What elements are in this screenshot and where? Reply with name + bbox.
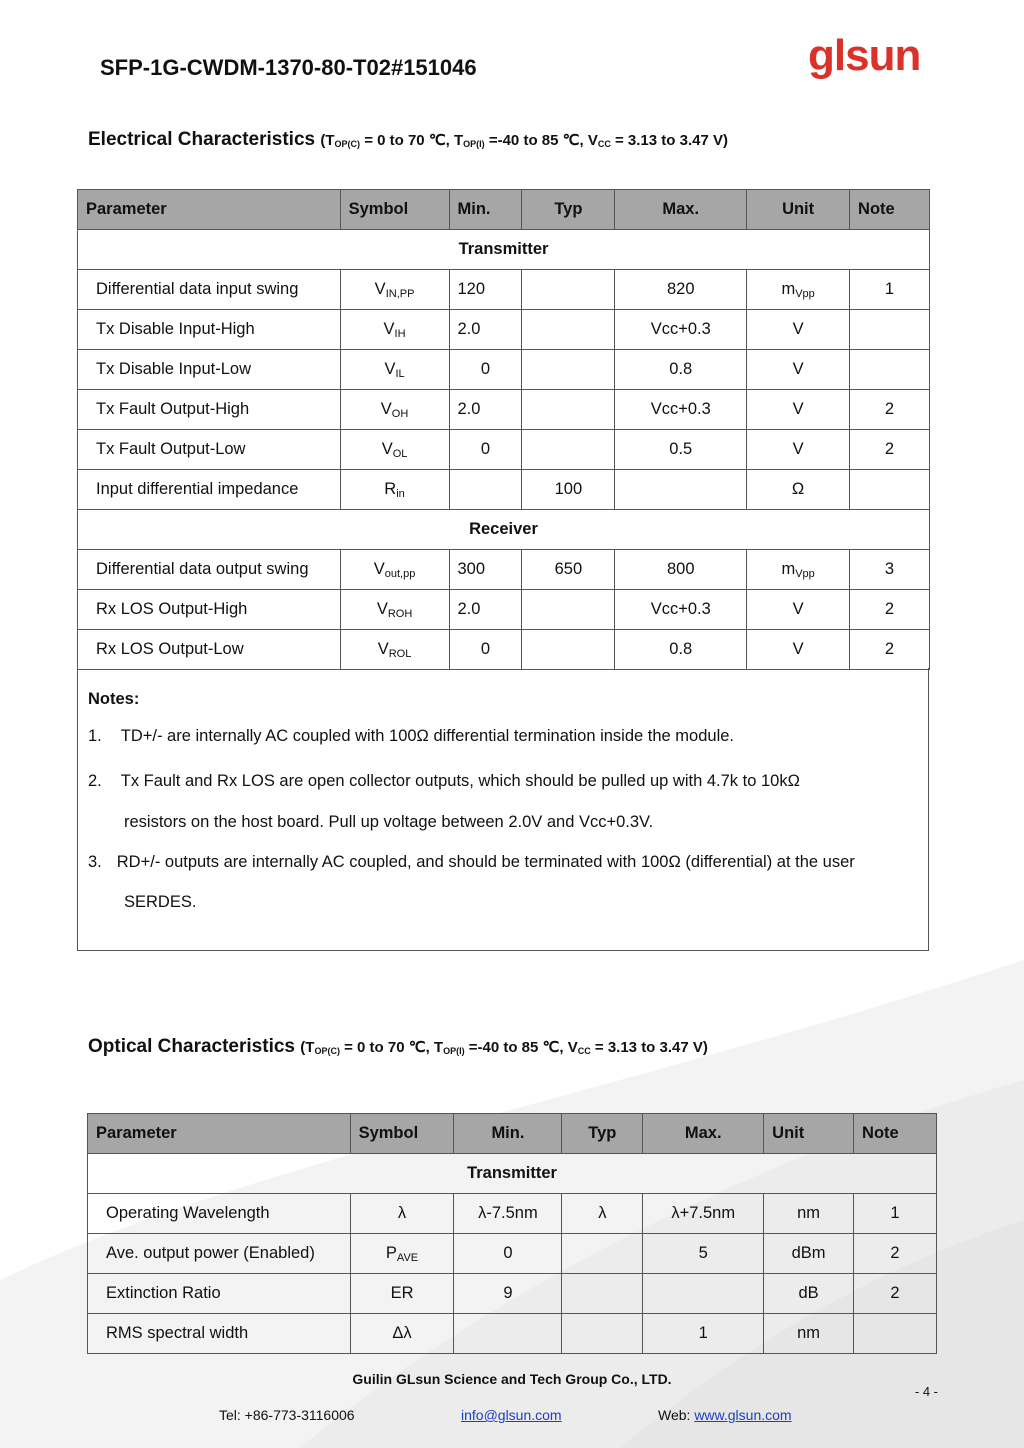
cell-parameter: Rx LOS Output-Low (78, 630, 341, 670)
svg-text:glsun: glsun (808, 31, 921, 80)
cell-typ (522, 430, 615, 470)
cell-min (449, 470, 522, 510)
footer-company: Guilin GLsun Science and Tech Group Co., LTD. (352, 1371, 672, 1387)
table-row (78, 630, 930, 670)
table-row (78, 550, 930, 590)
footer-web-link[interactable]: www.glsun.com (694, 1407, 792, 1423)
cell-unit: V (747, 590, 850, 630)
cell-unit: $m_{Vpp}$ (747, 270, 850, 310)
footer-email-link[interactable]: info@glsun.com (461, 1407, 562, 1423)
cell-note (850, 310, 930, 350)
electrical-rx-rows (78, 550, 930, 670)
cell-symbol: $P_{AVE}$ (350, 1234, 454, 1274)
footer-tel: Tel: +86-773-3116006 (219, 1407, 355, 1423)
cell-unit: nm (764, 1194, 854, 1234)
cell-typ: λ (562, 1194, 643, 1234)
note-2-cont: resistors on the host board. Pull up voltage between 2.0V and Vcc+0.3V. (124, 813, 654, 831)
cell-note (850, 470, 930, 510)
header-symbol: Symbol (350, 1114, 454, 1154)
page-number: - 4 - (914, 1384, 938, 1399)
cell-max: 800 (615, 550, 747, 590)
cell-note: 2 (850, 630, 930, 670)
table-row (88, 1234, 937, 1274)
cell-typ (562, 1234, 643, 1274)
cell-min (454, 1314, 562, 1354)
electrical-conditions: ($T_{OP(C)} = 0$ to 70 ℃, $T_{OP(I)} =-40$ to 85 ℃, $V_{CC} = 3.13$ to 3.47 V) (320, 132, 728, 149)
cell-parameter: Input differential impedance (78, 470, 341, 510)
cell-parameter: Differential data output swing (78, 550, 341, 590)
header-unit: Unit (764, 1114, 854, 1154)
cell-unit: V (747, 630, 850, 670)
cell-typ (522, 310, 615, 350)
cell-symbol: $V_{OH}$ (340, 390, 449, 430)
header-unit: Unit (747, 190, 850, 230)
cell-max (615, 470, 747, 510)
electrical-section-title (88, 129, 728, 151)
cell-note: 2 (850, 390, 930, 430)
header-min: Min. (449, 190, 522, 230)
cell-symbol: λ (350, 1194, 454, 1234)
section-transmitter: Transmitter (88, 1154, 937, 1194)
cell-note: 3 (850, 550, 930, 590)
table-row (78, 590, 930, 630)
cell-unit: V (747, 390, 850, 430)
cell-max: Vcc+0.3 (615, 310, 747, 350)
cell-parameter: Rx LOS Output-High (78, 590, 341, 630)
cell-parameter: Tx Disable Input-Low (78, 350, 341, 390)
note-2: 2. Tx Fault and Rx LOS are open collector outputs, which should be pulled up with 4.7k to 10kΩ (88, 772, 800, 790)
cell-min: 2.0 (449, 390, 522, 430)
header-typ: Typ (562, 1114, 643, 1154)
cell-typ (562, 1314, 643, 1354)
cell-typ: 650 (522, 550, 615, 590)
header-symbol: Symbol (340, 190, 449, 230)
note-3: 3. RD+/- outputs are internally AC coupled, and should be terminated with 100Ω (differential) at the user (88, 853, 855, 871)
cell-symbol: $V_{ROH}$ (340, 590, 449, 630)
cell-unit: nm (764, 1314, 854, 1354)
header-parameter: Parameter (78, 190, 341, 230)
electrical-tx-rows (78, 270, 930, 510)
cell-max: Vcc+0.3 (615, 390, 747, 430)
cell-typ (522, 630, 615, 670)
cell-min: 0 (449, 430, 522, 470)
optical-table (87, 1113, 937, 1354)
cell-parameter: Tx Fault Output-High (78, 390, 341, 430)
cell-min: 120 (449, 270, 522, 310)
cell-min: λ-7.5nm (454, 1194, 562, 1234)
cell-parameter: Operating Wavelength (88, 1194, 351, 1234)
table-row (88, 1274, 937, 1314)
cell-typ (522, 390, 615, 430)
cell-symbol: $V_{IN,PP}$ (340, 270, 449, 310)
cell-parameter: Differential data input swing (78, 270, 341, 310)
cell-note (854, 1314, 937, 1354)
electrical-table (77, 189, 930, 670)
cell-symbol: $V_{IH}$ (340, 310, 449, 350)
header-max: Max. (615, 190, 747, 230)
optical-conditions: ($T_{OP(C)} = 0$ to 70 ℃, $T_{OP(I)} =-40$ to 85 ℃, $V_{CC} = 3.13$ to 3.47 V) (300, 1039, 708, 1056)
cell-max: 0.8 (615, 630, 747, 670)
cell-note: 2 (854, 1234, 937, 1274)
cell-symbol: $V_{OL}$ (340, 430, 449, 470)
header-note: Note (850, 190, 930, 230)
note-1: 1. TD+/- are internally AC coupled with 100Ω differential termination inside the module. (88, 727, 734, 745)
cell-parameter: Tx Disable Input-High (78, 310, 341, 350)
cell-min: 300 (449, 550, 522, 590)
header-min: Min. (454, 1114, 562, 1154)
header-typ: Typ (522, 190, 615, 230)
cell-typ: 100 (522, 470, 615, 510)
cell-symbol: $V_{ROL}$ (340, 630, 449, 670)
glsun-logo (806, 30, 936, 82)
cell-unit: V (747, 350, 850, 390)
table-row (78, 430, 930, 470)
cell-min: 0 (449, 630, 522, 670)
header-note: Note (854, 1114, 937, 1154)
header-max: Max. (643, 1114, 764, 1154)
notes-box (77, 668, 929, 951)
table-row (78, 270, 930, 310)
cell-max: λ+7.5nm (643, 1194, 764, 1234)
section-receiver: Receiver (78, 510, 930, 550)
cell-parameter: Extinction Ratio (88, 1274, 351, 1314)
notes-heading: Notes: (88, 690, 140, 708)
cell-parameter: RMS spectral width (88, 1314, 351, 1354)
cell-symbol: $V_{out,pp}$ (340, 550, 449, 590)
cell-min: 9 (454, 1274, 562, 1314)
table-row (88, 1314, 937, 1354)
table-header-row (78, 190, 930, 230)
table-row (78, 350, 930, 390)
cell-max: 0.8 (615, 350, 747, 390)
cell-min: 2.0 (449, 310, 522, 350)
cell-symbol: $V_{IL}$ (340, 350, 449, 390)
optical-rows (88, 1194, 937, 1354)
cell-max: 820 (615, 270, 747, 310)
cell-note: 2 (854, 1274, 937, 1314)
cell-unit: V (747, 310, 850, 350)
cell-parameter: Tx Fault Output-Low (78, 430, 341, 470)
table-row (78, 390, 930, 430)
cell-typ (522, 350, 615, 390)
section-transmitter: Transmitter (78, 230, 930, 270)
electrical-title-text: Electrical Characteristics (88, 129, 316, 150)
cell-unit: $m_{Vpp}$ (747, 550, 850, 590)
footer-web: Web: www.glsun.com (658, 1407, 792, 1423)
cell-symbol: Δλ (350, 1314, 454, 1354)
table-row (88, 1194, 937, 1234)
cell-unit: Ω (747, 470, 850, 510)
header-parameter: Parameter (88, 1114, 351, 1154)
cell-max: 1 (643, 1314, 764, 1354)
document-title: SFP-1G-CWDM-1370-80-T02#151046 (100, 55, 477, 80)
optical-section-title (88, 1036, 708, 1058)
cell-note: 1 (850, 270, 930, 310)
cell-unit: dBm (764, 1234, 854, 1274)
cell-note: 2 (850, 430, 930, 470)
cell-unit: V (747, 430, 850, 470)
cell-note (850, 350, 930, 390)
cell-max: 5 (643, 1234, 764, 1274)
cell-min: 2.0 (449, 590, 522, 630)
cell-max (643, 1274, 764, 1314)
cell-parameter: Ave. output power (Enabled) (88, 1234, 351, 1274)
table-row (78, 310, 930, 350)
cell-symbol: $R_{in}$ (340, 470, 449, 510)
cell-note: 1 (854, 1194, 937, 1234)
cell-note: 2 (850, 590, 930, 630)
cell-min: 0 (449, 350, 522, 390)
cell-unit: dB (764, 1274, 854, 1314)
table-row (78, 470, 930, 510)
cell-typ (522, 590, 615, 630)
optical-title-text: Optical Characteristics (88, 1036, 295, 1057)
cell-max: Vcc+0.3 (615, 590, 747, 630)
cell-min: 0 (454, 1234, 562, 1274)
cell-symbol: ER (350, 1274, 454, 1314)
table-header-row (88, 1114, 937, 1154)
cell-typ (562, 1274, 643, 1314)
cell-max: 0.5 (615, 430, 747, 470)
note-3-cont: SERDES. (124, 893, 197, 911)
cell-typ (522, 270, 615, 310)
